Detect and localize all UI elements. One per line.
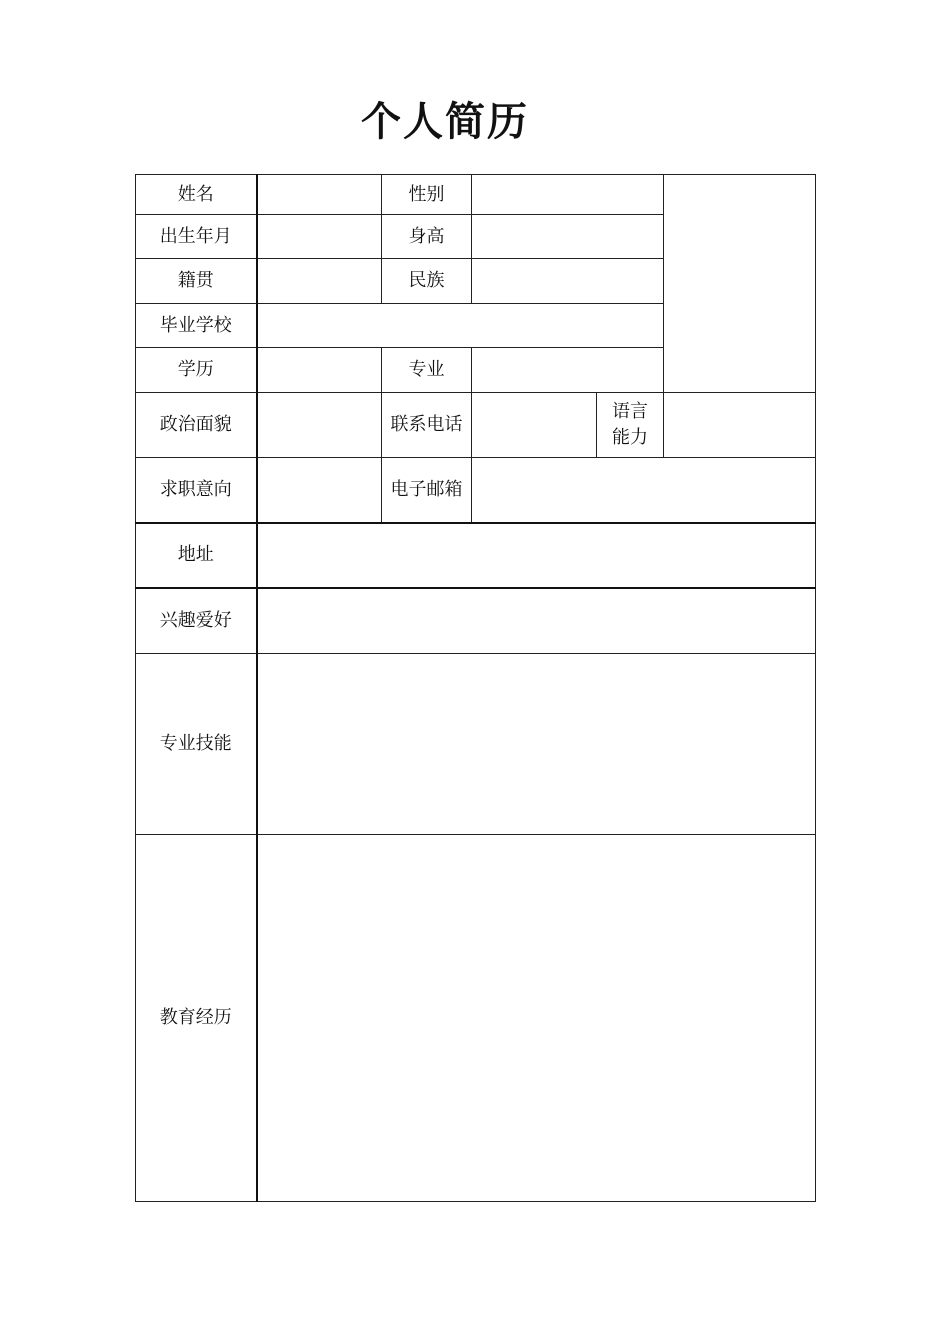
phone-field[interactable] xyxy=(472,393,597,458)
height-label: 身高 xyxy=(382,215,472,259)
name-label: 姓名 xyxy=(136,175,257,215)
gender-label: 性别 xyxy=(382,175,472,215)
job-intention-label: 求职意向 xyxy=(136,458,257,523)
job-intention-field[interactable] xyxy=(257,458,382,523)
skills-field[interactable] xyxy=(257,654,816,835)
language-field[interactable] xyxy=(664,393,816,458)
name-field[interactable] xyxy=(257,175,382,215)
row-job-intention xyxy=(136,458,816,523)
language-label-line1: 语言 xyxy=(612,401,648,422)
political-status-label: 政治面貌 xyxy=(136,393,257,458)
birth-field[interactable] xyxy=(257,215,382,259)
native-place-label: 籍贯 xyxy=(136,259,257,304)
photo-box[interactable] xyxy=(664,175,816,393)
address-field[interactable] xyxy=(257,523,816,588)
row-address xyxy=(136,523,816,588)
resume-form-table xyxy=(135,174,816,1202)
education-history-field[interactable] xyxy=(257,835,816,1202)
education-label: 学历 xyxy=(136,348,257,393)
address-label: 地址 xyxy=(136,523,257,588)
email-label: 电子邮箱 xyxy=(382,458,472,523)
email-field[interactable] xyxy=(472,458,816,523)
major-label: 专业 xyxy=(382,348,472,393)
ethnicity-label: 民族 xyxy=(382,259,472,304)
height-field[interactable] xyxy=(472,215,664,259)
hobbies-field[interactable] xyxy=(257,588,816,654)
gender-field[interactable] xyxy=(472,175,664,215)
page-title: 个人简历 xyxy=(361,98,529,145)
education-history-label: 教育经历 xyxy=(136,835,257,1202)
language-label-line2: 能力 xyxy=(612,427,648,448)
native-place-field[interactable] xyxy=(257,259,382,304)
row-hobbies xyxy=(136,588,816,654)
school-label: 毕业学校 xyxy=(136,304,257,348)
row-skills xyxy=(136,654,816,835)
education-field[interactable] xyxy=(257,348,382,393)
row-name xyxy=(136,175,816,215)
language-label xyxy=(597,393,664,458)
row-education-history xyxy=(136,835,816,1202)
hobbies-label: 兴趣爱好 xyxy=(136,588,257,654)
row-political-status xyxy=(136,393,816,458)
major-field[interactable] xyxy=(472,348,664,393)
birth-label: 出生年月 xyxy=(136,215,257,259)
political-status-field[interactable] xyxy=(257,393,382,458)
phone-label: 联系电话 xyxy=(382,393,472,458)
school-field[interactable] xyxy=(257,304,664,348)
ethnicity-field[interactable] xyxy=(472,259,664,304)
skills-label: 专业技能 xyxy=(136,654,257,835)
